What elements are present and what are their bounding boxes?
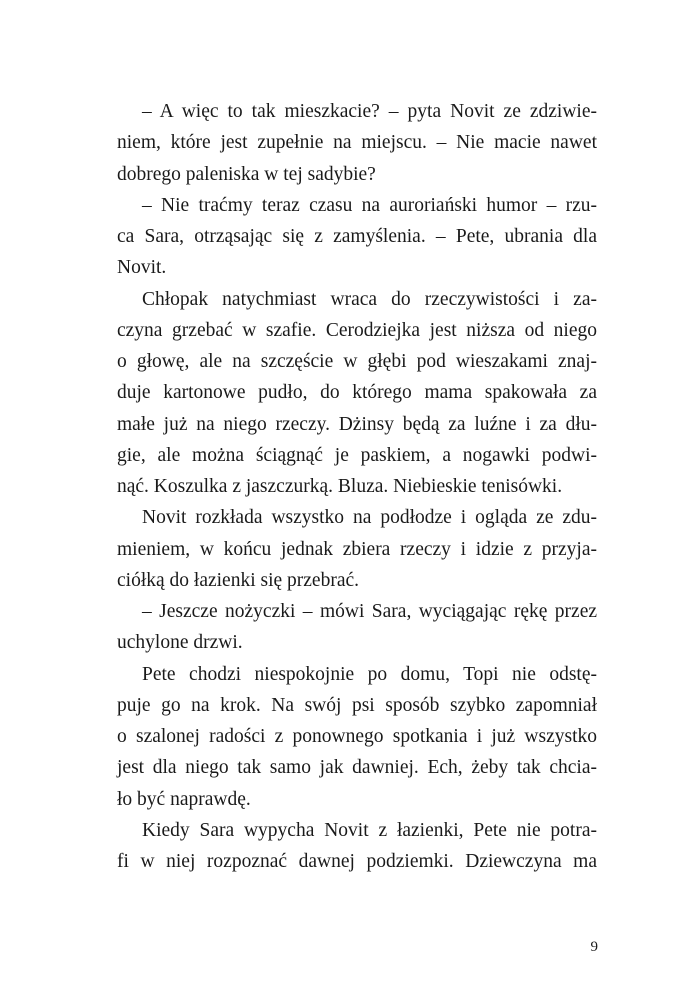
- text-line: – Nie traćmy teraz czasu na auroriański humor – rzu-: [142, 194, 597, 216]
- body-text: [117, 96, 597, 877]
- text-line: duje kartonowe pudło, do którego mama spakowała za: [117, 382, 597, 404]
- paragraph: [117, 596, 597, 659]
- paragraph: [117, 659, 597, 815]
- text-line: – A więc to tak mieszkacie? – pyta Novit ze zdziwie-: [142, 101, 597, 122]
- text-line: Pete chodzi niespokojnie po domu, Topi nie odstę-: [142, 663, 597, 685]
- text-line: ło być naprawdę.: [117, 788, 251, 810]
- paragraph: [117, 815, 597, 878]
- text-line: Kiedy Sara wypycha Novit z łazienki, Pete nie potra-: [142, 819, 597, 841]
- text-line: – Jeszcze nożyczki – mówi Sara, wyciągając rękę przez: [142, 601, 597, 622]
- paragraph: [117, 502, 597, 596]
- text-line: gie, ale można ściągnąć je paskiem, a nogawki podwi-: [117, 444, 597, 466]
- text-line: Chłopak natychmiast wraca do rzeczywistości i za-: [142, 288, 597, 310]
- page-number: 9: [590, 939, 598, 955]
- text-line: ca Sara, otrząsając się z zamyślenia. – Pete, ubrania dla: [117, 226, 597, 247]
- paragraph: [117, 284, 597, 503]
- text-line: dobrego paleniska w tej sadybie?: [117, 163, 376, 185]
- paragraph: [117, 96, 597, 190]
- text-line: o szalonej radości z ponownego spotkania i już wszystko: [117, 726, 597, 747]
- text-line: nąć. Koszulka z jaszczurką. Bluza. Niebieskie tenisówki.: [117, 476, 563, 497]
- text-line: Novit.: [117, 257, 167, 279]
- text-line: niem, które jest zupełnie na miejscu. – Nie macie nawet: [117, 132, 597, 154]
- text-line: uchylone drzwi.: [117, 632, 243, 654]
- text-line: fi w niej rozpoznać dawnej podziemki. Dziewczyna ma: [117, 851, 597, 872]
- text-line: czyna grzebać w szafie. Cerodziejka jest niższa od niego: [117, 319, 597, 341]
- text-line: puje go na krok. Na swój psi sposób szybko zapomniał: [117, 694, 597, 716]
- text-line: Novit rozkłada wszystko na podłodze i ogląda ze zdu-: [142, 507, 597, 529]
- text-line: małe już na niego rzeczy. Dżinsy będą za luźne i za dłu-: [117, 413, 597, 435]
- text-line: mieniem, w końcu jednak zbiera rzeczy i idzie z przyja-: [117, 538, 597, 560]
- paragraph: [117, 190, 597, 284]
- text-line: o głowę, ale na szczęście w głębi pod wieszakami znaj-: [117, 351, 597, 372]
- text-line: ciółką do łazienki się przebrać.: [117, 569, 360, 591]
- text-line: jest dla niego tak samo jak dawniej. Ech, żeby tak chcia-: [117, 757, 597, 779]
